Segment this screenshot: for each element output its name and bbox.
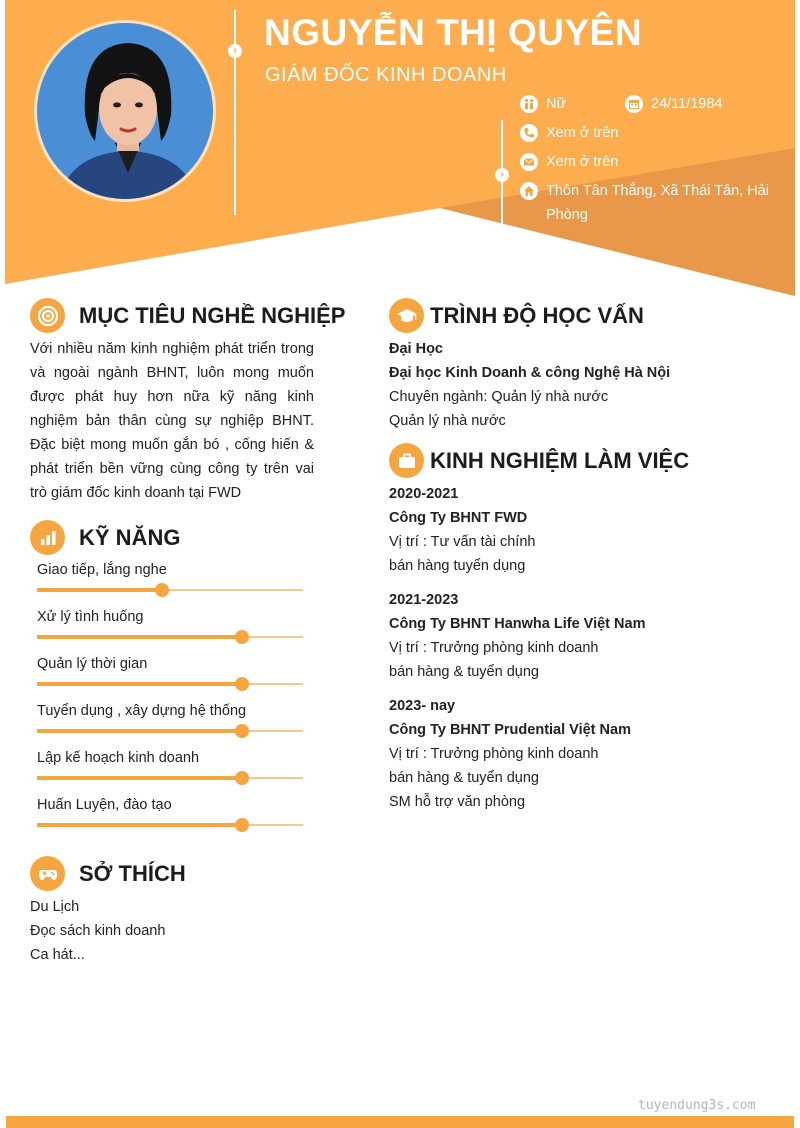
gender-value: Nữ [546,96,567,112]
skills-heading [30,520,180,555]
job-detail: Vị trí : Trưởng phòng kinh doanh [389,746,599,762]
home-icon [520,182,538,200]
skill-label: Lập kế hoạch kinh doanh [37,750,200,766]
skill-fill [37,635,242,639]
skill-item [37,609,303,653]
skill-item [37,750,303,794]
education-heading [389,298,644,333]
skill-level-handle [235,724,249,738]
job-period: 2020-2021 [389,486,459,502]
skill-label: Giao tiếp, lắng nghe [37,562,167,578]
candidate-name: NGUYỄN THỊ QUYÊN [264,12,643,53]
education-title: TRÌNH ĐỘ HỌC VẤN [430,302,644,328]
email-row [520,150,618,174]
education-school: Đại học Kinh Doanh & công Nghệ Hà Nội [389,365,671,381]
skill-label: Tuyển dụng , xây dựng hệ thống [37,703,247,719]
footer-bar [6,1116,794,1128]
gamepad-icon [30,856,65,891]
header-divider-left [234,10,236,215]
birthday-value: 24/11/1984 [651,96,723,112]
education-details [389,337,670,433]
skill-fill [37,776,242,780]
skill-fill [37,729,242,733]
address-value: Thôn Tân Thắng, Xã Thái Tân, Hải Phòng [546,183,770,223]
gender-row [520,92,566,116]
candidate-job-title: GIÁM ĐỐC KINH DOANH [265,64,507,86]
experience-title: KINH NGHIỆM LÀM VIỆC [430,447,690,473]
job-detail: bán hàng & tuyển dụng [389,770,539,786]
skill-label: Xử lý tình huống [37,609,144,625]
job-period: 2023- nay [389,698,456,714]
education-degree: Đại Học [389,341,443,357]
gender-icon [520,95,538,113]
graduation-cap-icon [389,298,424,333]
job-detail: SM hỗ trợ văn phòng [389,794,526,810]
skill-item [37,703,303,747]
skill-level-handle [235,630,249,644]
phone-row [520,121,618,145]
job-detail: Vị trí : Trưởng phòng kinh doanh [389,640,599,656]
job-detail: bán hàng & tuyển dụng [389,664,539,680]
objective-heading [30,298,345,333]
job-company: Công Ty BHNT Hanwha Life Việt Nam [389,616,646,632]
watermark: tuyendung3s.com [638,1098,756,1113]
list-item: Đọc sách kinh doanh [30,923,166,939]
briefcase-icon [389,443,424,478]
avatar [34,20,216,202]
job-detail: bán hàng tuyển dụng [389,558,526,574]
job-detail: Vị trí : Tư vấn tài chính [389,534,536,550]
hobbies-heading [30,856,186,891]
bar-chart-icon [30,520,65,555]
hobbies-title: SỞ THÍCH [79,860,186,886]
calendar-icon [625,95,643,113]
list-item: Du Lịch [30,899,80,915]
skill-label: Huấn Luyện, đào tạo [37,797,172,813]
skill-label: Quản lý thời gian [37,656,148,672]
envelope-icon [520,153,538,171]
skill-level-handle [235,818,249,832]
list-item: Ca hát... [30,947,85,963]
address-row [520,179,780,227]
experience-entry [389,482,535,578]
phone-icon [520,124,538,142]
job-company: Công Ty BHNT FWD [389,510,528,526]
skill-fill [37,823,242,827]
birthday-row [625,92,723,116]
skill-level-handle [155,583,169,597]
chevron-right-icon: › [228,44,242,58]
hobbies-list [30,895,165,967]
email-value: Xem ở trên [546,154,619,170]
skills-title: KỸ NĂNG [79,524,181,550]
experience-entry [389,694,631,814]
skill-item [37,656,303,700]
skill-level-handle [235,677,249,691]
job-company: Công Ty BHNT Prudential Việt Nam [389,722,631,738]
target-icon [30,298,65,333]
experience-heading [389,443,689,478]
skill-item [37,562,303,606]
skill-fill [37,682,242,686]
job-period: 2021-2023 [389,592,459,608]
phone-value: Xem ở trên [546,125,619,141]
skill-fill [37,588,162,592]
portrait-image [37,23,216,202]
skill-item [37,797,303,841]
objective-text: Với nhiều năm kinh nghiệm phát triển trong và ngoài ngành BHNT, luôn mong muốn được phát huy hơn nữa kỹ năng kinh nghiệm bản thân cùng sự nghiệp BHNT. Đặc biệt mong muốn gắn bó , cống hiến & phát triển bền vững cùng công ty trên vai trò giám đốc kinh doanh tại FWD [30,341,314,501]
skill-level-handle [235,771,249,785]
chevron-right-icon: › [495,168,509,182]
education-extra: Quản lý nhà nước [389,413,506,429]
education-major: Chuyên ngành: Quản lý nhà nước [389,389,609,405]
experience-entry [389,588,645,684]
objective-title: MỤC TIÊU NGHỀ NGHIỆP [79,302,346,328]
